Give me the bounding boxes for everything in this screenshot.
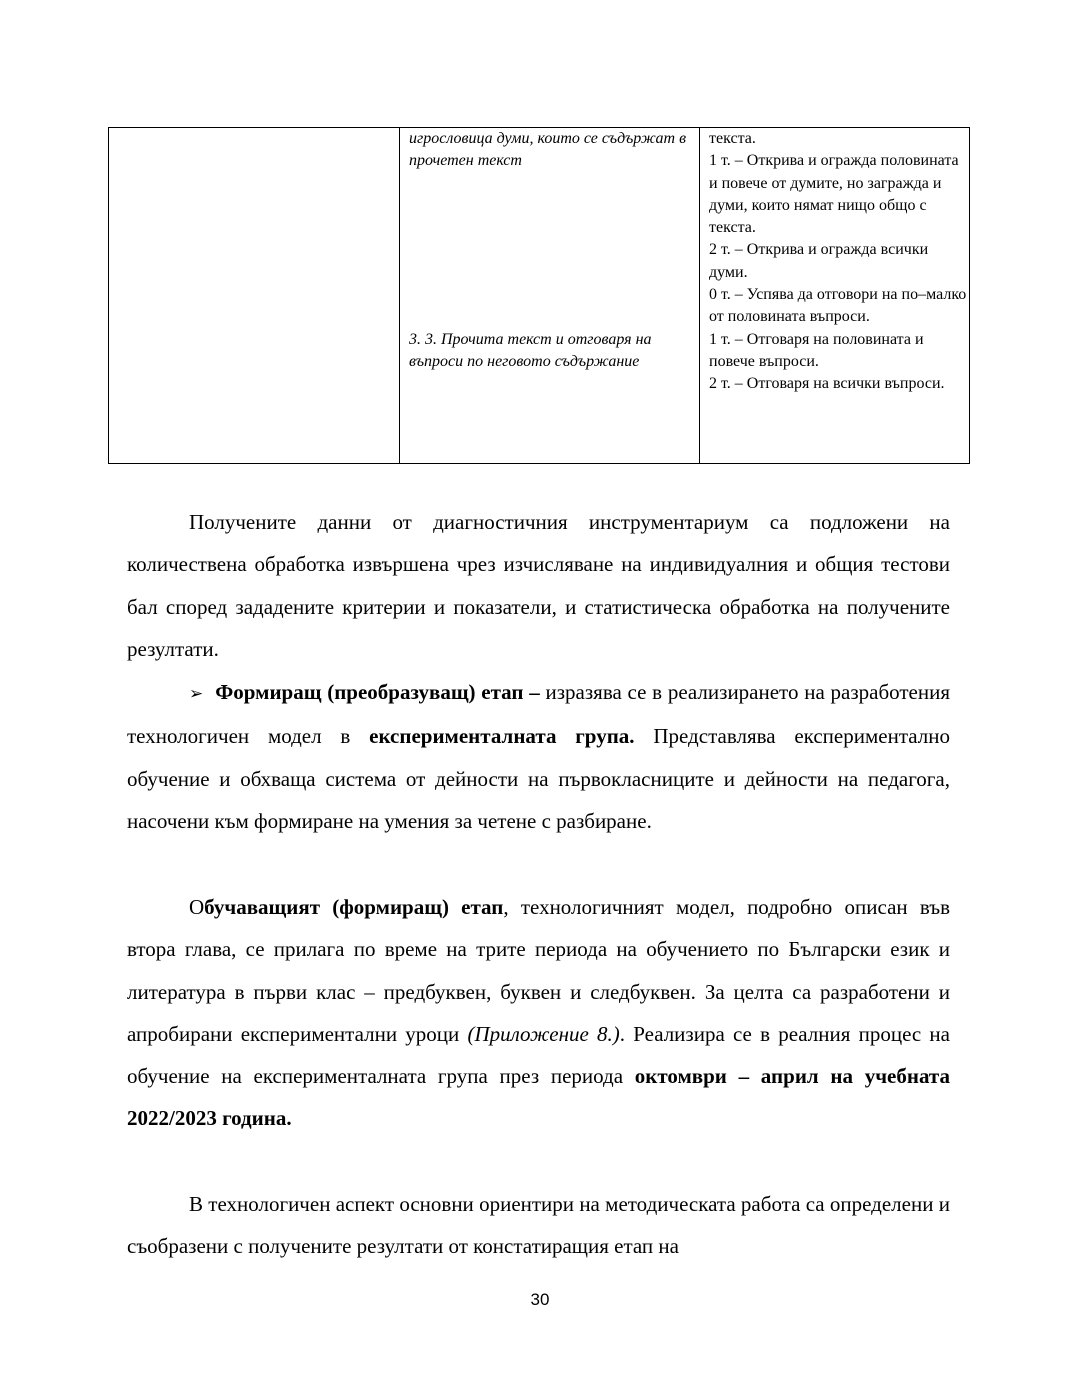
score-line: 0 т. – Успява да отговори на по–малко от половината въпроси.	[709, 286, 967, 326]
task-description: 3. 3. Прочита текст и отговаря на въпроси по неговото съдържание	[409, 330, 652, 370]
arrow-bullet-icon: ➢	[189, 684, 204, 704]
paragraph-technological-aspect: В технологичен аспект основни ориентири на методическата работа са определени и съобразени с получените резултати от констатиращия етап на	[127, 1192, 950, 1259]
table-cell-empty	[109, 128, 400, 464]
group-name: експерименталната група.	[369, 724, 635, 749]
score-line: текста.	[709, 130, 756, 147]
table-cell-scores	[700, 128, 970, 464]
paragraph-formative-stage: ➢ Формиращ (преобразуващ) етап – изразява се в реализирането на разработения технологичен модел в експерименталната група. Представлява експериментално обучение и обхваща система от дейности на първокласниците и дейности на педагога, насочени към формиране на умения за четене с разбиране.	[127, 680, 950, 833]
paragraph-data-processing: Получените данни от диагностичния инструментариум са подложени на количествена обработка извършена чрез изчисляване на индивидуалния и общия тестови бал според зададените критерии и показатели, и статистическа обработка на получените резултати.	[127, 510, 950, 661]
criteria-table	[108, 127, 970, 464]
score-line: 1 т. – Открива и огражда половината и повече от думите, но заграждa и думи, които нямат нищо общо с текста.	[709, 152, 959, 237]
table-row	[109, 128, 970, 464]
paragraph-training-stage: Обучаващият (формиращ) етап, технологичният модел, подробно описан във втора глава, се прилага по време на трите периода на обучението по Български език и литература в първи клас – предбуквен, буквен и следбуквен. За целта са разработени и апробирани експериментални уроци (Приложение 8.). Реализира се в реалния процес на обучение на експерименталната група през периода октомври – април на учебната 2022/2023 година.	[127, 895, 951, 1131]
score-line: 1 т. – Отговаря на половината и повече въпроси.	[709, 330, 924, 370]
appendix-reference: (Приложение 8.)	[467, 1021, 620, 1046]
table-cell-tasks	[400, 128, 700, 464]
score-line: 2 т. – Отговаря на всички въпроси.	[709, 375, 945, 393]
task-description: игрословица думи, които се съдържат в прочетен текст	[409, 130, 687, 170]
stage-title: бучаващият (формиращ) етап	[204, 895, 504, 919]
score-line: 2 т. – Открива и огражда всички думи.	[709, 241, 929, 281]
period-text: октомври – април на учебната 2022/2023 година.	[127, 1064, 951, 1131]
stage-title: Формиращ (преобразуващ) етап –	[215, 680, 540, 704]
page-number: 30	[530, 1290, 550, 1309]
